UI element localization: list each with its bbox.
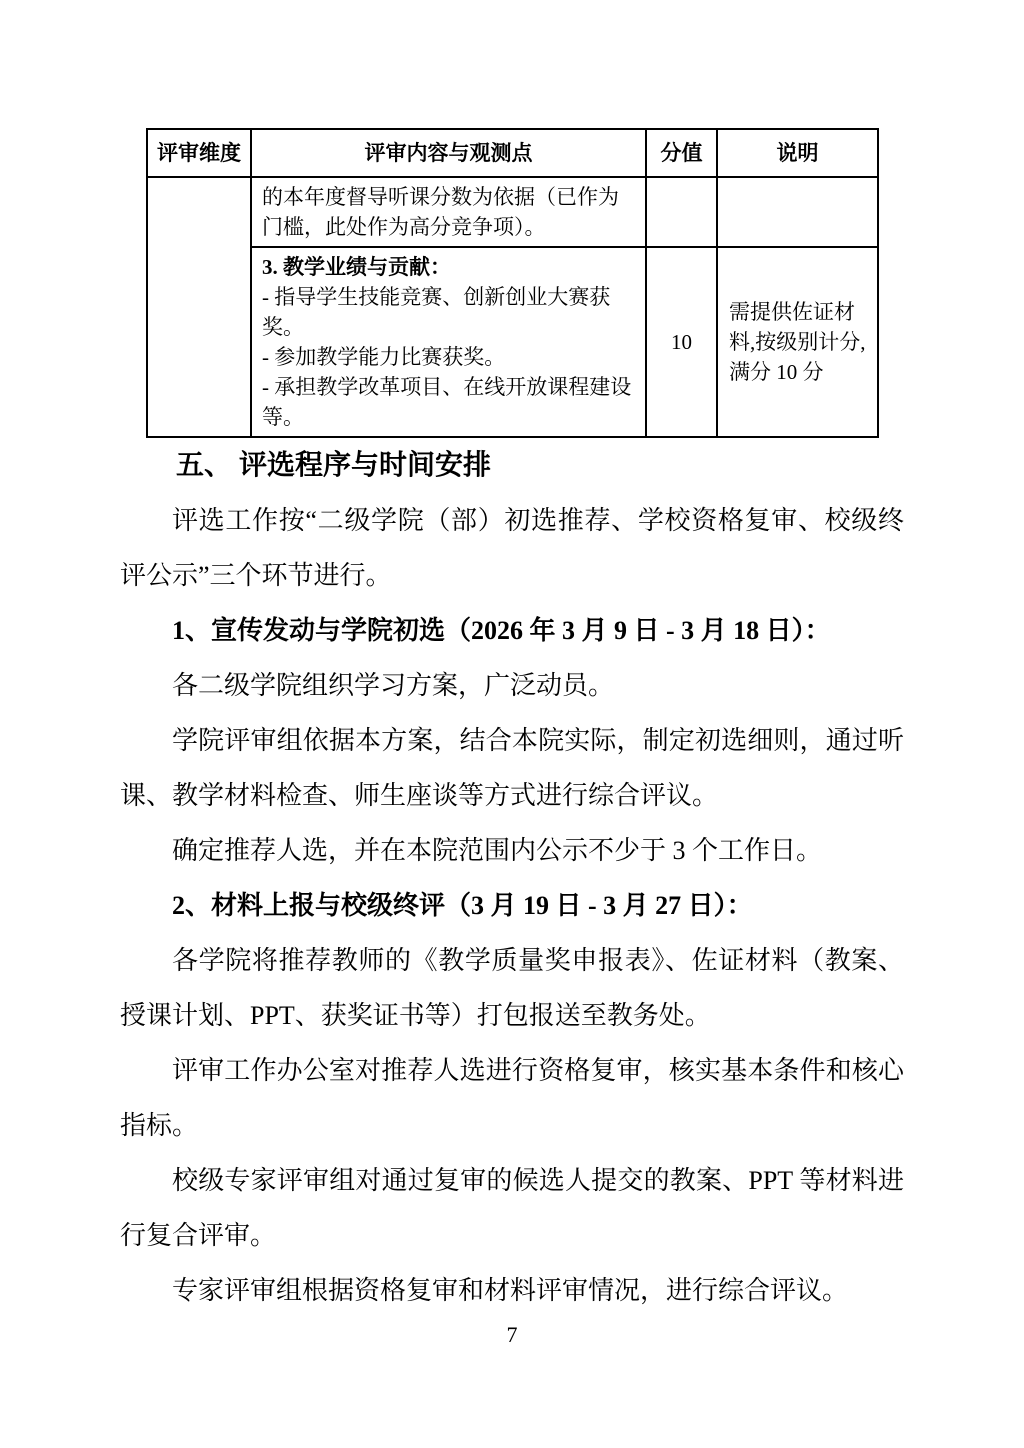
paragraph: 各学院将推荐教师的《教学质量奖申报表》、佐证材料（教案、授课计划、PPT、获奖证书等）打包报送至教务处。 [120, 946, 904, 1030]
section-heading: 五、 评选程序与时间安排 [176, 450, 492, 481]
paragraph-intro: 评选工作按“二级学院（部）初选推荐、学校资格复审、校级终评公示”三个环节进行。 [120, 506, 904, 590]
content-item-title: 3. 教学业绩与贡献： [262, 255, 451, 279]
paragraph-step1-heading: 1、宣传发动与学院初选（2026 年 3 月 9 日 - 3 月 18 日）： [172, 616, 831, 645]
content-bullet: - 指导学生技能竞赛、创新创业大赛获奖。 [262, 285, 611, 339]
content-bullet: - 参加教学能力比赛获奖。 [262, 345, 506, 369]
table-cell-content-achievements [251, 247, 646, 437]
paragraph-step2-heading: 2、材料上报与校级终评（3 月 19 日 - 3 月 27 日）： [172, 891, 753, 920]
table-header-dimension: 评审维度 [147, 129, 251, 177]
page-number: 7 [506, 1322, 518, 1347]
table-cell-dimension [147, 177, 251, 437]
table-header-row [147, 129, 878, 177]
table-cell-note-empty [717, 177, 878, 247]
table-cell-score-empty [646, 177, 717, 247]
table-cell-score: 10 [646, 247, 717, 437]
paragraph: 专家评审组根据资格复审和材料评审情况，进行综合评议。 [172, 1276, 849, 1305]
table-cell-note: 需提供佐证材料,按级别计分,满分 10 分 [717, 247, 878, 437]
review-score-table [146, 128, 879, 438]
table-header-score: 分值 [646, 129, 717, 177]
table-header-note: 说明 [717, 129, 878, 177]
paragraph: 各二级学院组织学习方案，广泛动员。 [172, 671, 615, 700]
paragraph: 评审工作办公室对推荐人选进行资格复审，核实基本条件和核心指标。 [120, 1056, 904, 1140]
table-header-content: 评审内容与观测点 [251, 129, 646, 177]
paragraph: 确定推荐人选，并在本院范围内公示不少于 3 个工作日。 [172, 836, 823, 865]
content-bullet: - 承担教学改革项目、在线开放课程建设等。 [262, 375, 632, 429]
table-row [147, 247, 878, 437]
table-cell-content-continuation: 的本年度督导听课分数为依据（已作为门槛，此处作为高分竞争项）。 [251, 177, 646, 247]
paragraph: 校级专家评审组对通过复审的候选人提交的教案、PPT 等材料进行复合评审。 [120, 1166, 904, 1250]
paragraph: 学院评审组依据本方案，结合本院实际，制定初选细则，通过听课、教学材料检查、师生座谈等方式进行综合评议。 [120, 726, 904, 810]
table-row [147, 177, 878, 247]
